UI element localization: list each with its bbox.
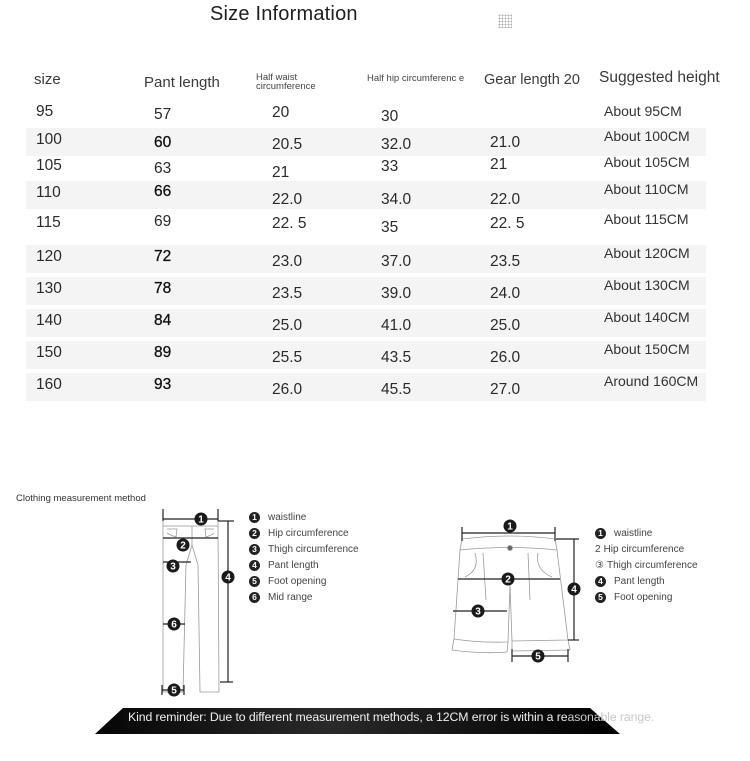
- shorts-legend: [595, 525, 698, 605]
- legend-text: Pant length: [614, 575, 665, 587]
- table-row: [26, 373, 706, 401]
- cell-gear-length: 21.0: [490, 134, 521, 151]
- cell-gear-length: 26.0: [490, 349, 521, 366]
- cell-half-waist: 26.0: [272, 381, 303, 398]
- number-badge: 4: [595, 576, 606, 587]
- table-row: [26, 277, 706, 305]
- cell-gear-length: 22. 5: [490, 215, 525, 232]
- cell-height: About 130CM: [604, 277, 690, 293]
- cell-half-waist: 25.5: [272, 349, 303, 366]
- cell-height: About 115CM: [604, 211, 689, 227]
- cell-gear-length: 27.0: [490, 381, 521, 398]
- legend-item: [595, 557, 698, 573]
- cell-pant-length: 89: [154, 344, 172, 361]
- legend-text: Thigh circumference: [606, 559, 698, 571]
- cell-pant-length: 66: [154, 183, 172, 200]
- header-pant-length: Pant length: [144, 74, 220, 91]
- legend-item: [595, 541, 698, 557]
- cell-pant-length: 78: [154, 280, 172, 297]
- cell-half-hip: 30: [381, 108, 399, 125]
- number-badge: 6: [249, 592, 260, 603]
- table-row: [26, 211, 706, 239]
- cell-half-waist: 20.5: [272, 136, 303, 153]
- cell-half-waist: 21: [272, 164, 290, 181]
- cell-height: About 140CM: [604, 309, 690, 325]
- cell-half-waist: 20: [272, 104, 290, 121]
- marker-label: 1: [507, 521, 513, 533]
- legend-item: [595, 573, 698, 589]
- legend-text: Foot opening: [614, 591, 673, 603]
- legend-item: [249, 557, 359, 573]
- number-badge: 3: [249, 544, 260, 555]
- cell-half-hip: 35: [381, 219, 399, 236]
- cell-gear-length: 23.5: [490, 253, 521, 270]
- marker-label: 1: [198, 514, 204, 526]
- legend-item: [595, 589, 698, 605]
- legend-item: [595, 525, 698, 541]
- pants-diagram: [150, 505, 245, 700]
- cell-height: About 120CM: [604, 245, 690, 261]
- marker-label: 2: [505, 574, 511, 586]
- cell-size: 115: [36, 214, 61, 231]
- cell-size: 130: [36, 280, 62, 297]
- table-row: [26, 100, 706, 128]
- cell-half-waist: 22.0: [272, 191, 303, 208]
- number-badge: ③: [595, 559, 604, 571]
- cell-pant-length: 60: [154, 134, 172, 151]
- legend-text: waistline: [614, 527, 653, 539]
- cell-half-hip: 34.0: [381, 191, 412, 208]
- cell-half-hip: 39.0: [381, 285, 412, 302]
- watermark-dots: [498, 14, 512, 28]
- table-row: [26, 128, 706, 156]
- legend-text: Thigh circumference: [268, 543, 359, 555]
- cell-half-waist: 23.0: [272, 253, 303, 270]
- cell-pant-length: 84: [154, 312, 172, 329]
- legend-text: Hip circumference: [268, 527, 349, 539]
- cell-height: About 95CM: [604, 103, 682, 119]
- cell-half-waist: 23.5: [272, 285, 303, 302]
- cell-height: About 100CM: [604, 128, 690, 144]
- table-row: [26, 181, 706, 209]
- header-gear-length: Gear length 20: [484, 72, 580, 88]
- legend-item: [249, 589, 359, 605]
- cell-half-hip: 33: [381, 158, 399, 175]
- legend-item: [249, 509, 359, 525]
- reminder-text: [128, 710, 654, 724]
- legend-item: [249, 541, 359, 557]
- cell-height: About 110CM: [604, 181, 689, 197]
- cell-size: 95: [36, 103, 54, 120]
- cell-pant-length: 93: [154, 376, 172, 393]
- marker-label: 4: [571, 584, 577, 596]
- cell-size: 160: [36, 376, 62, 393]
- cell-half-hip: 41.0: [381, 317, 412, 334]
- cell-height: Around 160CM: [604, 373, 699, 389]
- marker-label: 3: [475, 606, 481, 618]
- marker-label: 3: [170, 561, 176, 573]
- header-suggested-height: Suggested height: [599, 69, 720, 86]
- cell-size: 100: [36, 131, 62, 148]
- legend-text: waistline: [268, 511, 307, 523]
- cell-half-waist: 25.0: [272, 317, 303, 334]
- legend-item: [249, 525, 359, 541]
- pants-legend: [249, 509, 359, 605]
- marker-label: 6: [171, 619, 177, 631]
- table-row: [26, 245, 706, 273]
- cell-size: 120: [36, 248, 62, 265]
- cell-pant-length: 57: [154, 106, 172, 123]
- cell-pant-length: 72: [154, 248, 172, 265]
- cell-size: 150: [36, 344, 62, 361]
- cell-height: About 105CM: [604, 154, 690, 170]
- cell-gear-length: 24.0: [490, 285, 521, 302]
- reminder-main: Kind reminder: Due to different measurement methods, a 12CM error is within a re: [128, 710, 568, 724]
- cell-half-hip: 32.0: [381, 136, 412, 153]
- cell-half-hip: 45.5: [381, 381, 412, 398]
- table-row: [26, 154, 706, 182]
- marker-label: 4: [225, 572, 231, 584]
- legend-text: Mid range: [268, 591, 313, 603]
- page-title: Size Information: [210, 3, 358, 25]
- legend-item: [249, 573, 359, 589]
- cell-gear-length: 22.0: [490, 191, 521, 208]
- header-half-waist: Half waist circumference: [256, 72, 316, 92]
- cell-gear-length: 21: [490, 156, 508, 173]
- reminder-fade: asonable range.: [567, 710, 655, 724]
- cell-size: 105: [36, 157, 62, 174]
- number-badge: 5: [595, 592, 606, 603]
- cell-height: About 150CM: [604, 341, 690, 357]
- legend-text: Foot opening: [268, 575, 327, 587]
- shorts-diagram: [450, 515, 585, 665]
- cell-pant-length: 63: [154, 160, 172, 177]
- number-badge: 4: [249, 560, 260, 571]
- legend-text: Pant length: [268, 559, 319, 571]
- table-row: [26, 309, 706, 337]
- number-badge: 2: [595, 543, 601, 555]
- header-half-hip: Half hip circumferenc e: [367, 73, 465, 84]
- table-row: [26, 341, 706, 369]
- cell-half-hip: 37.0: [381, 253, 412, 270]
- cell-half-hip: 43.5: [381, 349, 412, 366]
- number-badge: 5: [249, 576, 260, 587]
- cell-gear-length: 25.0: [490, 317, 521, 334]
- number-badge: 1: [595, 528, 606, 539]
- cell-size: 140: [36, 312, 62, 329]
- number-badge: 1: [249, 512, 260, 523]
- marker-label: 2: [180, 540, 186, 552]
- marker-label: 5: [535, 651, 541, 663]
- marker-label: 5: [171, 685, 177, 697]
- header-size: size: [34, 71, 61, 88]
- cell-pant-length: 69: [154, 213, 172, 230]
- number-badge: 2: [249, 528, 260, 539]
- legend-text: Hip circumference: [603, 543, 685, 555]
- cell-size: 110: [36, 184, 61, 201]
- cell-half-waist: 22. 5: [272, 215, 307, 232]
- measurement-method-label: Clothing measurement method: [16, 493, 146, 504]
